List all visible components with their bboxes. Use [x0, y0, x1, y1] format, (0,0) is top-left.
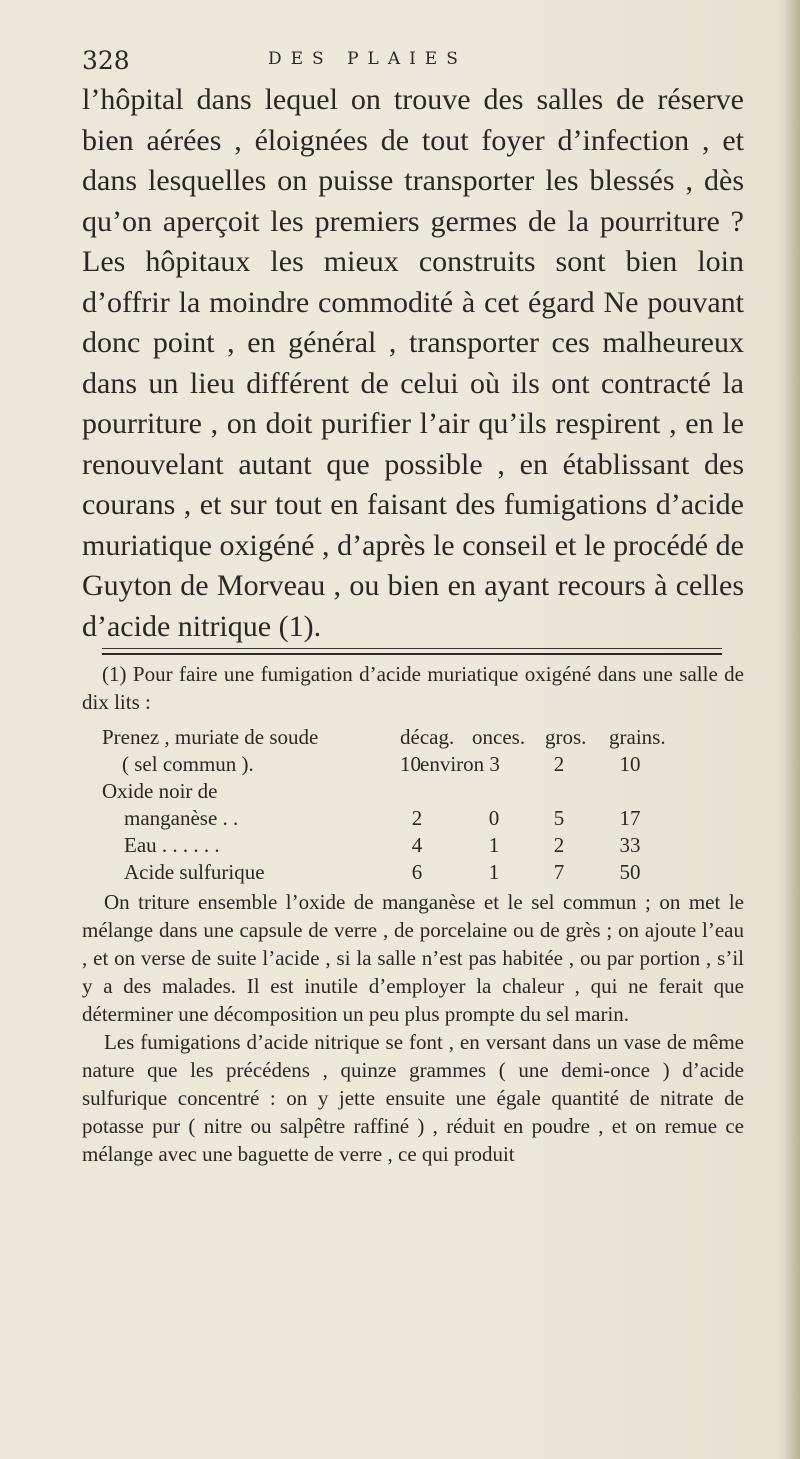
footnote-paragraph: Les fumigations d’acide nitrique se font , en versant dans un vase de même nature que les précédens , quinze grammes ( une demi-once ) d’acide sulfurique concentré : on y jette ensuite une égale quantité de nitrate de potasse pur ( nitre ou salpêtre raffiné ) , réduit en poudre , et on remue ce mélange avec une baguette de verre , ce qui produit — [82, 1030, 744, 1166]
ingredient-decag: 6 — [411, 860, 423, 884]
footnote-intro — [82, 660, 744, 716]
ingredient-gros: 5 — [553, 806, 565, 830]
ingredient-label: ( sel commun ). — [122, 752, 254, 776]
column-header-gros: gros. — [545, 725, 587, 749]
ingredient-onces: 0 — [488, 806, 500, 830]
ingredient-grains: 10 — [619, 752, 641, 776]
page-number: 328 — [82, 46, 130, 75]
column-header-onces: onces. — [472, 725, 526, 749]
ingredient-onces: 1 — [488, 833, 500, 857]
ingredient-decag: 4 — [411, 833, 423, 857]
ingredient-decag: 10 — [400, 752, 421, 776]
ingredient-grains: 17 — [619, 806, 641, 830]
column-header-decag: décag. — [400, 725, 455, 749]
ingredient-label: Acide sulfurique — [124, 860, 265, 884]
recipe-row — [102, 860, 766, 887]
ingredient-onces: environ 3 — [420, 752, 500, 776]
ingredient-label: Eau . . . . . . — [124, 833, 220, 857]
ingredient-decag: 2 — [411, 806, 423, 830]
footnote-intro-text: (1) Pour faire une fumigation d’acide muriatique oxigéné dans une salle de dix lits : — [82, 662, 744, 714]
recipe-table — [102, 725, 766, 887]
footnote-body — [82, 888, 744, 1168]
running-title: DES PLAIES — [268, 49, 467, 69]
recipe-header-row — [102, 725, 766, 752]
ingredient-gros: 2 — [553, 833, 565, 857]
ingredient-grains: 50 — [619, 860, 641, 884]
column-header-grains: grains. — [609, 725, 666, 749]
recipe-row — [102, 779, 766, 806]
ingredient-gros: 7 — [553, 860, 565, 884]
recipe-row — [102, 806, 766, 833]
footnote-separator-rule — [102, 648, 722, 655]
ingredient-onces: 1 — [488, 860, 500, 884]
ingredient-grains: 33 — [619, 833, 641, 857]
ingredient-gros: 2 — [553, 752, 565, 776]
page-binding-edge — [786, 0, 800, 1459]
ingredient-label: Oxide noir de — [102, 779, 218, 803]
recipe-row — [102, 833, 766, 860]
main-paragraph: l’hôpital dans lequel on trouve des salles de réserve bien aérées , éloignées de tout foyer d’infection , et dans lesquelles on puisse transporter les blessés , dès qu’on aperçoit les premiers germes de la pourriture ? Les hôpitaux les mieux construits sont bien loin d’offrir la moindre commodité à cet égard Ne pouvant donc point , en général , transporter ces malheureux dans un lieu différent de celui où ils ont contracté la pourriture , on doit purifier l’air qu’ils respirent , en le renouvelant autant que possible , en établissant des courans , et sur tout en faisant des fumigations d’acide muriatique oxigéné , d’après le conseil et le procédé de Guyton de Morveau , ou bien en ayant recours à celles d’acide nitrique (1). — [82, 83, 744, 643]
page-header — [82, 46, 742, 82]
recipe-row — [102, 752, 766, 779]
main-text — [82, 80, 744, 647]
ingredient-label: manganèse . . — [124, 806, 239, 830]
recipe-lead: Prenez , muriate de soude — [102, 725, 319, 749]
footnote-paragraph: On triture ensemble l’oxide de manganèse et le sel commun ; on met le mélange dans une capsule de verre , de porcelaine ou de grès ; on ajoute l’eau , et on verse de suite l’acide , si la salle n’est pas habitée , ou par portion , s’il y a des malades. Il est inutile d’employer la chaleur , qui ne ferait que déterminer une décomposition un peu plus prompte du sel marin. — [82, 890, 744, 1026]
